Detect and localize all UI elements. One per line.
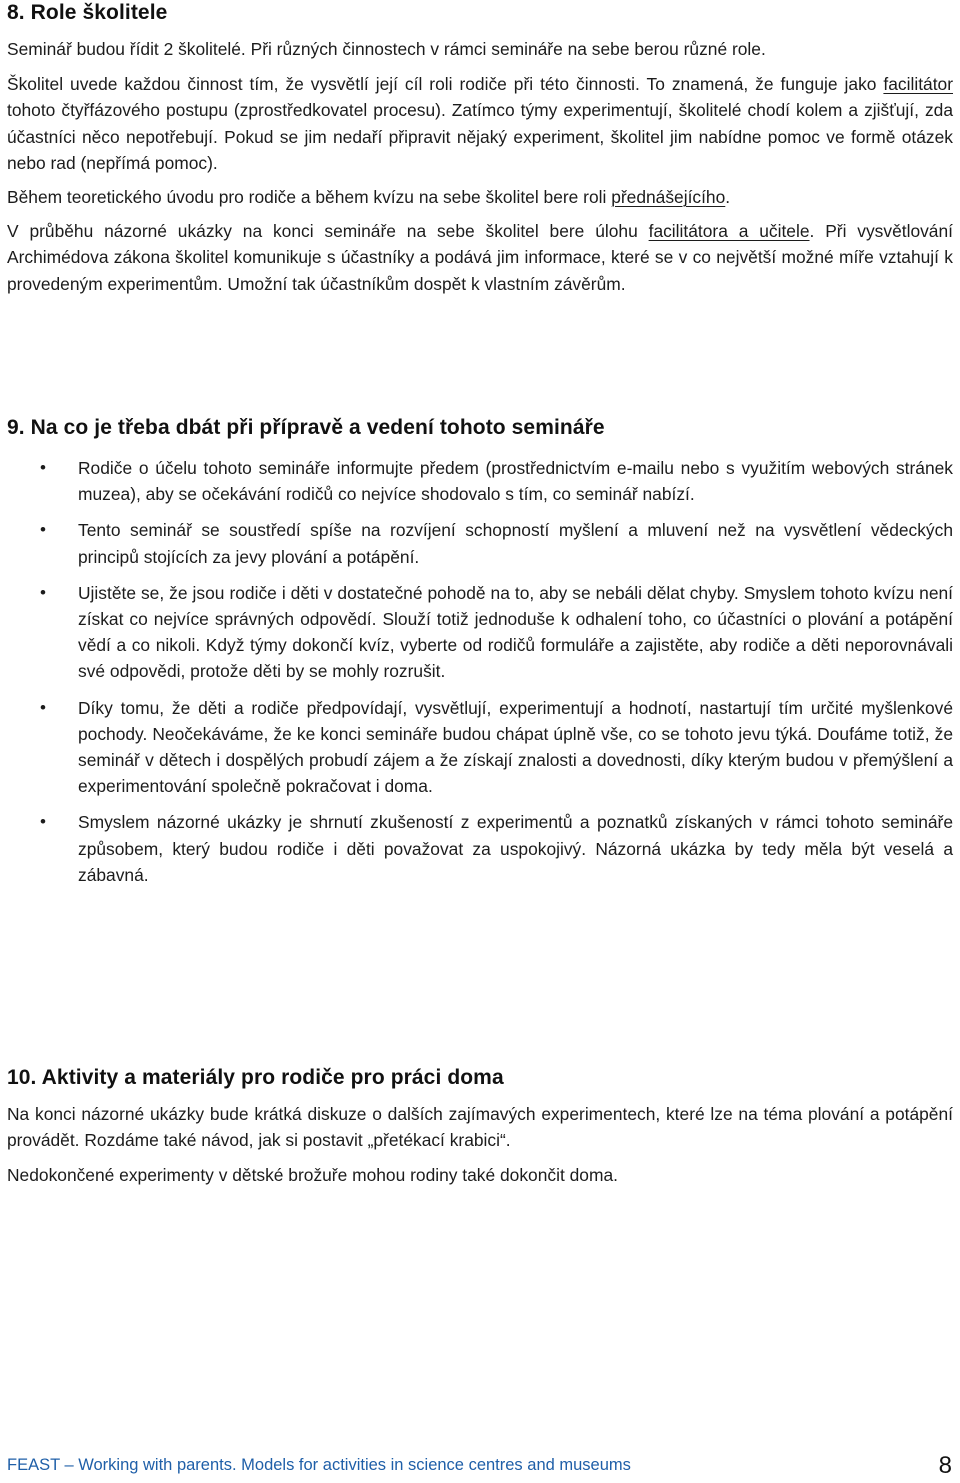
section-8-paragraph-2 <box>7 71 953 176</box>
section-8-paragraph-3 <box>7 184 953 210</box>
bullet-icon: • <box>40 697 46 717</box>
section-8-paragraph-4 <box>7 218 953 297</box>
section-10-paragraph-2: Nedokončené experimenty v dětské brožuře mohou rodiny také dokončit doma. <box>7 1165 618 1186</box>
section-9-bullet-list <box>7 455 953 888</box>
section-8 <box>7 0 953 297</box>
section-8-paragraph-1: Seminář budou řídit 2 školitelé. Při různých činnostech v rámci semináře na sebe berou různé role. <box>7 39 766 59</box>
list-item-text: Tento seminář se soustředí spíše na rozvíjení schopností myšlení a mluvení než na vysvětlení vědeckých principů stojících za jevy plování a potápění. <box>78 520 953 567</box>
list-item <box>7 455 953 507</box>
p4-text-a: V průběhu názorné ukázky na konci semináře na sebe školitel bere úlohu <box>7 221 649 242</box>
p2-text-a: Školitel uvede každou činnost tím, že vysvětlí její cíl roli rodiče při této činnosti. To znamená, že funguje jako <box>7 74 884 95</box>
p2-text-b: tohoto čtyřfázového postupu (zprostředkovatel procesu). Zatímco týmy experimentují, školitelé chodí kolem a zjišťují, zda účastníci něco nepotřebují. Pokud se jim nedaří připravit nějaký experiment, školitel jim nabídne pomoc ve formě otázek nebo rad (nepřímá pomoc). <box>7 100 953 173</box>
bullet-icon: • <box>40 520 46 540</box>
section-10 <box>7 1065 953 1189</box>
page-number: 8 <box>938 1452 952 1479</box>
section-9-heading: 9. Na co je třeba dbát při přípravě a vedení tohoto semináře <box>7 416 605 439</box>
p3-text-b: . <box>725 187 731 208</box>
facilitator-teacher-term: facilitátora a učitele <box>648 221 810 242</box>
footer-title: FEAST – Working with parents. Models for activities in science centres and museums <box>7 1456 631 1474</box>
list-item-text: Rodiče o účelu tohoto semináře informujte předem (prostřednictvím e-mailu nebo s využitím webových stránek muzea), aby se očekávání rodičů co nejvíce shodovalo s tím, co seminář nabízí. <box>78 458 953 505</box>
bullet-icon: • <box>40 812 46 832</box>
bullet-icon: • <box>40 458 46 477</box>
list-item <box>7 695 953 800</box>
list-item <box>7 580 953 685</box>
section-10-paragraph-1: Na konci názorné ukázky bude krátká diskuze o dalších zajímavých experimentech, které lze na téma plování a potápění provádět. Rozdáme také návod, jak si postavit „přetékací krabici“. <box>7 1104 953 1151</box>
p3-text-a: Během teoretického úvodu pro rodiče a během kvízu na sebe školitel bere roli <box>7 187 612 208</box>
lecturer-term: přednášejícího <box>611 187 726 208</box>
p4-text-b: . Při vysvětlování Archimédova zákona školitel komunikuje s účastníky a podává jim informace, které se v co největší možné míře vztahují k provedeným experimentům. Umožní tak účastníkům dospět k vlastním závěrům. <box>7 221 953 294</box>
list-item <box>7 517 953 569</box>
list-item-text: Ujistěte se, že jsou rodiče i děti v dostatečné pohodě na to, aby se nebáli dělat chyby. Smyslem tohoto kvízu není získat co nejvíce správných odpovědí. Slouží totiž jednoduše k odhalení toho, co účastníci o plování a potápění vědí a co nikoli. Když týmy dokončí kvíz, vyberte od rodičů formuláře a zajistěte, aby rodiče a děti neporovnávali své odpovědi, protože děti by se mohly rozrušit. <box>78 582 953 682</box>
list-item <box>7 809 953 888</box>
bullet-icon: • <box>40 582 46 602</box>
facilitator-term: facilitátor <box>883 74 953 95</box>
section-8-heading: 8. Role školitele <box>7 1 168 24</box>
section-10-heading: 10. Aktivity a materiály pro rodiče pro práci doma <box>7 1066 504 1089</box>
section-9 <box>7 415 953 888</box>
list-item-text: Smyslem názorné ukázky je shrnutí zkušeností z experimentů a poznatků získaných v rámci tohoto semináře způsobem, který budou rodiče i děti považovat za uspokojivý. Názorná ukázka by tedy měla být veselá a zábavná. <box>78 812 953 885</box>
list-item-text: Díky tomu, že děti a rodiče předpovídají, vysvětlují, experimentují a hodnotí, nastartují tím určité myšlenkové pochody. Neočekáváme, že ke konci semináře budou chápat úplně vše, co se tohoto jevu týká. Doufáme totiž, že seminář v dětech i dospělých probudí zájem a že získají znalosti a dovednosti, díky kterým budou v přemýšlení a experimentování společně pokračovat i doma. <box>78 697 953 797</box>
